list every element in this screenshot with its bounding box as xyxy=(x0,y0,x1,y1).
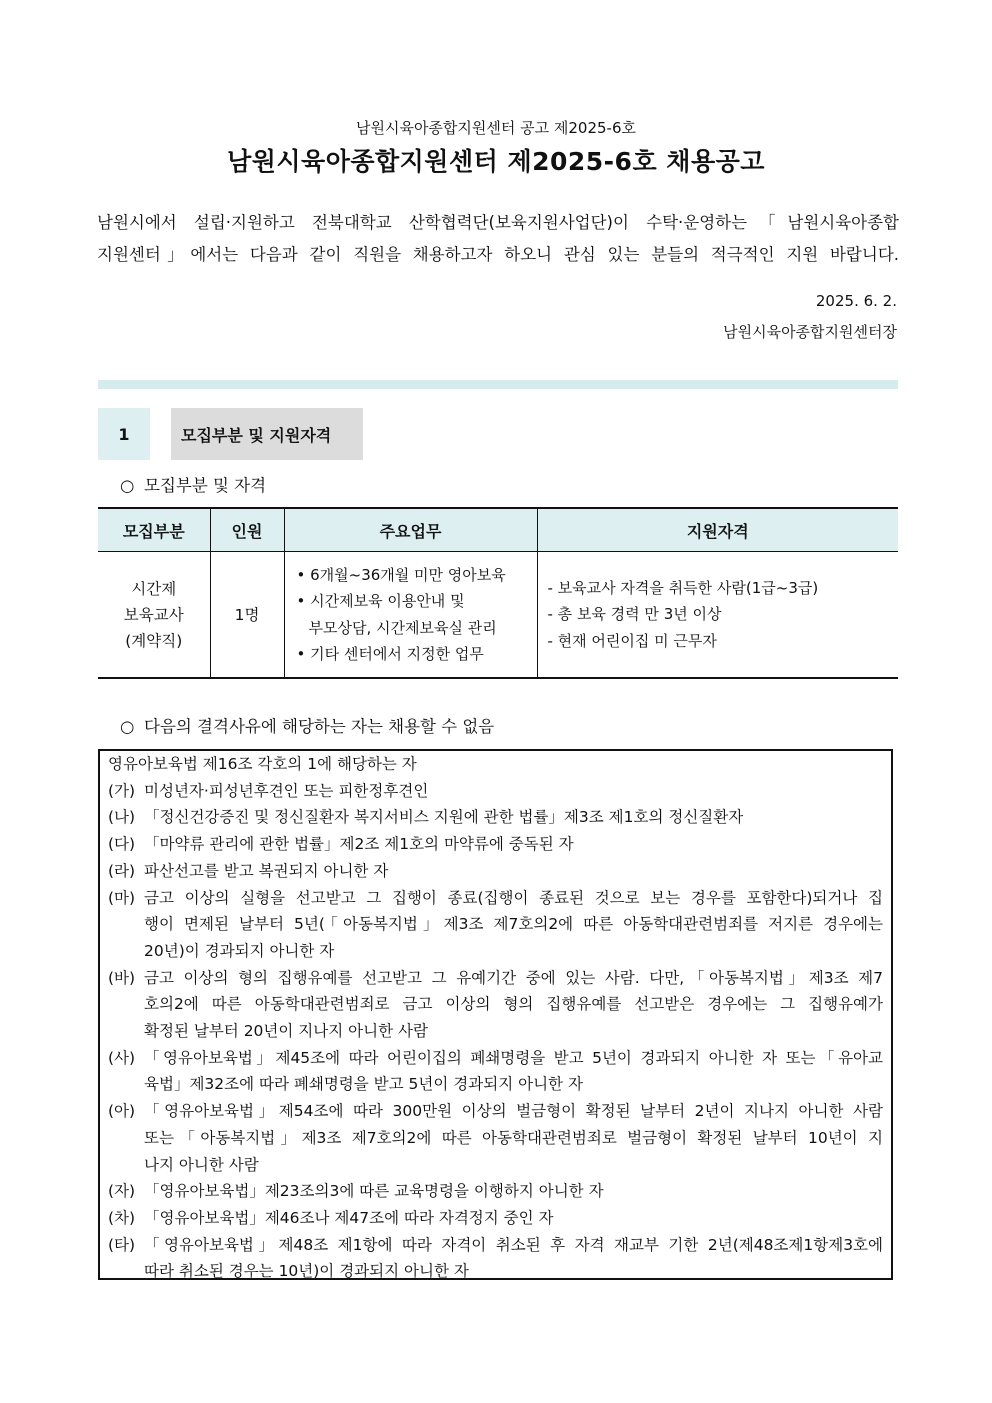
duty-item: 부모상담, 시간제보육실 관리 xyxy=(308,618,497,637)
item-label: (다) xyxy=(108,835,136,854)
item-text: 금고 이상의 형의 집행유예를 선고받고 그 유예기간 중에 있는 사람. 다만,「아동복지법」제3조 제7 xyxy=(144,968,883,987)
headcount-cell: 1명 xyxy=(210,552,284,679)
qualification-item: - 총 보육 경력 만 3년 이상 xyxy=(547,605,722,624)
item-text: 행이 면제된 날부터 5년(「아동복지법」제3조 제7호의2에 따른 아동학대관련범죄를 저지른 경우에는 xyxy=(144,915,883,934)
item-label: (나) xyxy=(108,808,136,827)
list-item xyxy=(108,1098,883,1178)
qualification-item: - 보육교사 자격을 취득한 사람(1급~3급) xyxy=(547,578,819,597)
list-item xyxy=(108,965,883,1045)
item-label: (차) xyxy=(108,1208,136,1227)
intro-line: 지원센터」에서는 다음과 같이 직원을 채용하고자 하오니 관심 있는 분들의 적극적인 지원 바랍니다. xyxy=(97,245,899,264)
notice-date: 2025. 6. 2. xyxy=(815,292,897,310)
list-item xyxy=(108,858,883,885)
circle-bullet-icon: ○ xyxy=(120,476,135,495)
list-item xyxy=(108,885,883,965)
item-text: 「영유아보육법」제23조의3에 따른 교육명령을 이행하지 아니한 자 xyxy=(144,1182,604,1201)
duty-item: • 기타 센터에서 지정한 업무 xyxy=(296,645,484,663)
item-label: (마) xyxy=(108,888,136,907)
item-label: (자) xyxy=(108,1182,136,1201)
item-text: 「영유아보육법」제54조에 따라 300만원 이상의 벌금형이 확정된 날부터 2년이 지나지 아니한 사람 xyxy=(144,1102,883,1121)
item-label: (바) xyxy=(108,968,136,987)
list-item xyxy=(108,804,883,831)
column-header: 모집부분 xyxy=(98,508,210,552)
list-item xyxy=(108,778,883,805)
item-text: 「정신건강증진 및 정신질환자 복지서비스 지원에 관한 법률」제3조 제1호의 정신질환자 xyxy=(144,808,744,827)
subheading-text: 모집부분 및 자격 xyxy=(144,476,267,495)
column-header: 인원 xyxy=(210,508,284,552)
item-label: (아) xyxy=(108,1102,136,1121)
column-header: 지원자격 xyxy=(537,508,898,552)
qualification-item: - 현재 어린이집 미 근무자 xyxy=(547,631,717,650)
item-text: 「영유아보육법」제48조 제1항에 따라 자격이 취소된 후 자격 재교부 기한 2년(제48조제1항제3호에 xyxy=(144,1235,883,1254)
qualifications-cell xyxy=(537,552,898,679)
list-item xyxy=(108,1178,883,1205)
item-text: 또는「아동복지법」제3조 제7호의2에 따른 아동학대관련범죄로 벌금형이 확정된 날부터 10년이 지 xyxy=(144,1128,883,1147)
position-line: (계약직) xyxy=(125,631,183,650)
table-row xyxy=(98,552,898,679)
item-label: (타) xyxy=(108,1235,136,1254)
item-text: 미성년자·피성년후견인 또는 피한정후견인 xyxy=(144,781,429,800)
item-text: 금고 이상의 실형을 선고받고 그 집행이 종료(집행이 종료된 것으로 보는 경우를 포함한다)되거나 집 xyxy=(144,888,883,907)
section-number: 1 xyxy=(98,408,150,460)
subheading-disqualification xyxy=(120,713,494,737)
item-text: 20년)이 경과되지 아니한 자 xyxy=(144,941,335,960)
issuer-name: 남원시육아종합지원센터장 xyxy=(723,323,897,341)
disqualification-intro: 영유아보육법 제16조 각호의 1에 해당하는 자 xyxy=(108,755,417,773)
item-text: 호의2에 따른 아동학대관련범죄로 금고 이상의 형의 집행유예를 선고받은 경우에는 그 집행유예가 xyxy=(144,995,883,1014)
list-item xyxy=(108,1205,883,1232)
item-text: 확정된 날부터 20년이 지나지 아니한 사람 xyxy=(144,1022,428,1041)
position-line: 보육교사 xyxy=(123,605,184,624)
column-header: 주요업무 xyxy=(284,508,537,552)
notice-number: 남원시육아종합지원센터 공고 제2025-6호 xyxy=(355,119,637,137)
position-cell xyxy=(98,552,210,679)
duties-cell xyxy=(284,552,537,679)
disqualification-box xyxy=(98,749,893,1280)
section-title: 모집부분 및 지원자격 xyxy=(171,408,363,460)
list-item xyxy=(108,831,883,858)
intro-line: 남원시에서 설립·지원하고 전북대학교 산학협력단(보육지원사업단)이 수탁·운영하는「남원시육아종합 xyxy=(97,213,899,232)
duty-item: • 6개월~36개월 미만 영아보육 xyxy=(296,565,506,584)
section-divider xyxy=(98,380,898,389)
item-text: 나지 아니한 사람 xyxy=(144,1155,259,1174)
item-label: (라) xyxy=(108,861,136,880)
position-line: 시간제 xyxy=(131,579,177,598)
circle-bullet-icon: ○ xyxy=(120,717,135,736)
intro-paragraph xyxy=(97,207,899,271)
list-item xyxy=(108,1045,883,1098)
item-label: (가) xyxy=(108,781,136,800)
subheading-text: 다음의 결격사유에 해당하는 자는 채용할 수 없음 xyxy=(144,717,495,736)
item-text: 「영유아보육법」제45조에 따라 어린이집의 폐쇄명령을 받고 5년이 경과되지 아니한 자 또는「유아교 xyxy=(144,1048,883,1067)
item-text: 따라 취소된 경우는 10년)이 경과되지 아니한 자 xyxy=(144,1262,469,1281)
list-item xyxy=(108,1232,883,1285)
item-text: 파산선고를 받고 복권되지 아니한 자 xyxy=(144,861,389,880)
recruitment-table xyxy=(98,507,898,679)
item-text: 「마약류 관리에 관한 법률」제2조 제1호의 마약류에 중독된 자 xyxy=(144,835,574,854)
table-header-row xyxy=(98,508,898,552)
subheading-recruitment xyxy=(120,472,266,496)
item-text: 육법」제32조에 따라 폐쇄명령을 받고 5년이 경과되지 아니한 자 xyxy=(144,1075,583,1094)
item-text: 「영유아보육법」제46조나 제47조에 따라 자격정지 중인 자 xyxy=(144,1208,554,1227)
duty-item: • 시간제보육 이용안내 및 xyxy=(296,592,465,610)
item-label: (사) xyxy=(108,1048,136,1067)
page-title: 남원시육아종합지원센터 제2025-6호 채용공고 xyxy=(227,147,765,176)
